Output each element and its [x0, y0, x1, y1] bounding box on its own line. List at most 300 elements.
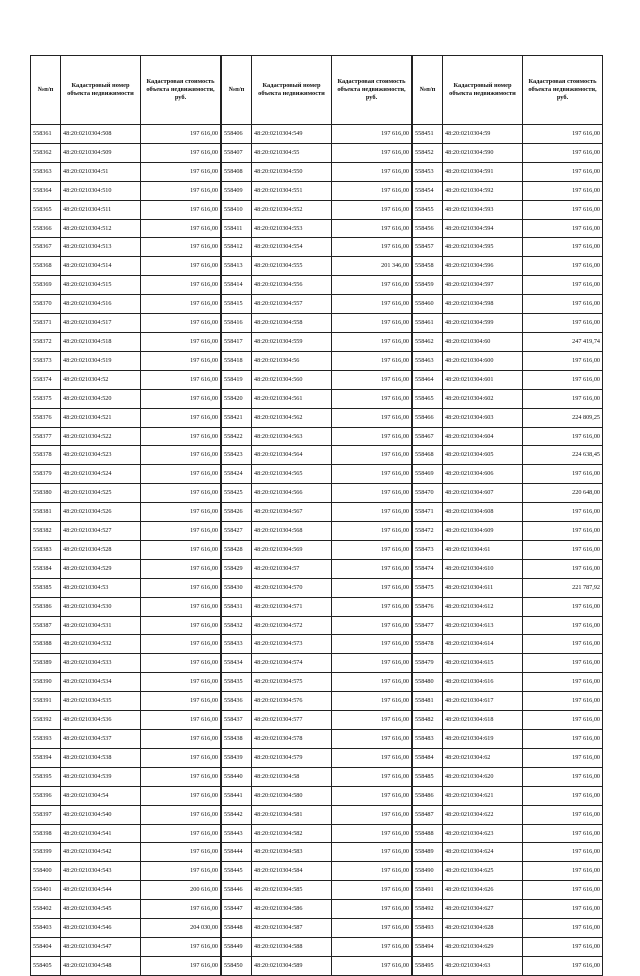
cadastral-value: 197 616,00 [332, 956, 412, 975]
cadastral-value: 197 616,00 [141, 748, 221, 767]
row-number: 558454 [413, 181, 443, 200]
cadastral-number: 48:20:0210304:537 [61, 730, 141, 749]
row-number: 558495 [413, 956, 443, 975]
cadastral-number: 48:20:0210304:584 [252, 862, 332, 881]
cadastral-number: 48:20:0210304:515 [61, 276, 141, 295]
table-row [31, 540, 221, 559]
row-number: 558436 [222, 692, 252, 711]
row-number: 558448 [222, 919, 252, 938]
row-number: 558467 [413, 427, 443, 446]
row-number: 558366 [31, 219, 61, 238]
row-number: 558384 [31, 559, 61, 578]
row-number: 558428 [222, 540, 252, 559]
cadastral-value: 197 616,00 [332, 578, 412, 597]
cadastral-value: 197 616,00 [332, 767, 412, 786]
cadastral-number: 48:20:0210304:589 [252, 956, 332, 975]
cadastral-value: 197 616,00 [523, 503, 603, 522]
row-number: 558392 [31, 711, 61, 730]
table-row [31, 427, 221, 446]
table-row [413, 805, 603, 824]
row-number: 558412 [222, 238, 252, 257]
cadastral-value: 197 616,00 [332, 805, 412, 824]
row-number: 558425 [222, 484, 252, 503]
cadastral-number: 48:20:0210304:609 [443, 522, 523, 541]
cadastral-number: 48:20:0210304:58 [252, 767, 332, 786]
cadastral-number: 48:20:0210304:618 [443, 711, 523, 730]
row-number: 558450 [222, 956, 252, 975]
cadastral-number: 48:20:0210304:625 [443, 862, 523, 881]
row-number: 558398 [31, 824, 61, 843]
cadastral-value: 197 616,00 [141, 522, 221, 541]
cadastral-value: 220 648,00 [523, 484, 603, 503]
table-row [413, 446, 603, 465]
header-cadastral-number: Кадастровый номер объекта недвижимости [252, 56, 332, 125]
row-number: 558410 [222, 200, 252, 219]
cadastral-value: 197 616,00 [523, 200, 603, 219]
cadastral-value: 197 616,00 [523, 427, 603, 446]
cadastral-number: 48:20:0210304:626 [443, 881, 523, 900]
table-row [222, 956, 412, 975]
row-number: 558491 [413, 881, 443, 900]
table-row [31, 446, 221, 465]
cadastral-number: 48:20:0210304:629 [443, 937, 523, 956]
cadastral-number: 48:20:0210304:555 [252, 257, 332, 276]
row-number: 558484 [413, 748, 443, 767]
row-number: 558480 [413, 673, 443, 692]
table-row [222, 370, 412, 389]
cadastral-number: 48:20:0210304:513 [61, 238, 141, 257]
cadastral-number: 48:20:0210304:595 [443, 238, 523, 257]
table-row [222, 559, 412, 578]
table-row [31, 484, 221, 503]
table-row [413, 843, 603, 862]
row-number: 558419 [222, 370, 252, 389]
table-row [31, 900, 221, 919]
cadastral-value: 197 616,00 [141, 125, 221, 144]
table-row [31, 162, 221, 181]
cadastral-number: 48:20:0210304:607 [443, 484, 523, 503]
cadastral-number: 48:20:0210304:582 [252, 824, 332, 843]
row-number: 558492 [413, 900, 443, 919]
table-row [31, 559, 221, 578]
row-number: 558489 [413, 843, 443, 862]
row-number: 558449 [222, 937, 252, 956]
table-row [222, 162, 412, 181]
cadastral-number: 48:20:0210304:558 [252, 314, 332, 333]
row-number: 558462 [413, 332, 443, 351]
cadastral-value: 197 616,00 [332, 389, 412, 408]
cadastral-number: 48:20:0210304:571 [252, 597, 332, 616]
table-row [413, 351, 603, 370]
table-row [31, 522, 221, 541]
row-number: 558493 [413, 919, 443, 938]
cadastral-value: 247 419,74 [523, 332, 603, 351]
table-row [222, 125, 412, 144]
cadastral-value: 197 616,00 [523, 257, 603, 276]
row-number: 558447 [222, 900, 252, 919]
table-row [222, 937, 412, 956]
cadastral-number: 48:20:0210304:541 [61, 824, 141, 843]
cadastral-value: 197 616,00 [332, 484, 412, 503]
table-row [222, 314, 412, 333]
row-number: 558375 [31, 389, 61, 408]
cadastral-number: 48:20:0210304:619 [443, 730, 523, 749]
cadastral-value: 197 616,00 [141, 843, 221, 862]
row-number: 558431 [222, 597, 252, 616]
cadastral-value: 197 616,00 [523, 711, 603, 730]
cadastral-value: 197 616,00 [141, 314, 221, 333]
cadastral-table-1 [30, 55, 221, 976]
cadastral-number: 48:20:0210304:613 [443, 616, 523, 635]
cadastral-value: 197 616,00 [141, 654, 221, 673]
cadastral-value: 197 616,00 [523, 540, 603, 559]
cadastral-number: 48:20:0210304:577 [252, 711, 332, 730]
cadastral-number: 48:20:0210304:519 [61, 351, 141, 370]
table-row [413, 389, 603, 408]
cadastral-value: 197 616,00 [523, 919, 603, 938]
row-number: 558382 [31, 522, 61, 541]
cadastral-number: 48:20:0210304:562 [252, 408, 332, 427]
cadastral-number: 48:20:0210304:587 [252, 919, 332, 938]
cadastral-value: 197 616,00 [141, 200, 221, 219]
cadastral-number: 48:20:0210304:517 [61, 314, 141, 333]
table-row [31, 295, 221, 314]
table-row [413, 200, 603, 219]
cadastral-value: 197 616,00 [141, 465, 221, 484]
table-row [222, 673, 412, 692]
table-row [222, 351, 412, 370]
row-number: 558378 [31, 446, 61, 465]
table-row [222, 332, 412, 351]
cadastral-number: 48:20:0210304:622 [443, 805, 523, 824]
table-row [31, 654, 221, 673]
cadastral-number: 48:20:0210304:573 [252, 635, 332, 654]
cadastral-number: 48:20:0210304:596 [443, 257, 523, 276]
row-number: 558452 [413, 143, 443, 162]
table-row [222, 484, 412, 503]
row-number: 558401 [31, 881, 61, 900]
cadastral-number: 48:20:0210304:529 [61, 559, 141, 578]
cadastral-number: 48:20:0210304:528 [61, 540, 141, 559]
cadastral-number: 48:20:0210304:564 [252, 446, 332, 465]
cadastral-value: 197 616,00 [332, 616, 412, 635]
row-number: 558387 [31, 616, 61, 635]
table-row [222, 786, 412, 805]
cadastral-value: 197 616,00 [141, 597, 221, 616]
table-row [413, 540, 603, 559]
cadastral-value: 197 616,00 [332, 635, 412, 654]
cadastral-number: 48:20:0210304:586 [252, 900, 332, 919]
table-row [31, 673, 221, 692]
cadastral-value: 197 616,00 [332, 295, 412, 314]
cadastral-value: 197 616,00 [141, 408, 221, 427]
cadastral-value: 201 346,00 [332, 257, 412, 276]
row-number: 558397 [31, 805, 61, 824]
row-number: 558404 [31, 937, 61, 956]
row-number: 558429 [222, 559, 252, 578]
cadastral-number: 48:20:0210304:62 [443, 748, 523, 767]
table-row [222, 503, 412, 522]
cadastral-number: 48:20:0210304:524 [61, 465, 141, 484]
table-row [222, 881, 412, 900]
table-row [31, 956, 221, 975]
table-row [222, 692, 412, 711]
cadastral-number: 48:20:0210304:522 [61, 427, 141, 446]
table-row [222, 711, 412, 730]
cadastral-value: 197 616,00 [523, 559, 603, 578]
cadastral-value: 197 616,00 [332, 351, 412, 370]
cadastral-value: 197 616,00 [141, 181, 221, 200]
table-row [222, 900, 412, 919]
row-number: 558459 [413, 276, 443, 295]
cadastral-value: 197 616,00 [523, 843, 603, 862]
table-row [31, 351, 221, 370]
cadastral-number: 48:20:0210304:510 [61, 181, 141, 200]
cadastral-value: 197 616,00 [332, 654, 412, 673]
row-number: 558478 [413, 635, 443, 654]
row-number: 558376 [31, 408, 61, 427]
table-row [413, 635, 603, 654]
table-row [31, 862, 221, 881]
row-number: 558365 [31, 200, 61, 219]
cadastral-value: 197 616,00 [141, 711, 221, 730]
cadastral-value: 197 616,00 [523, 824, 603, 843]
cadastral-number: 48:20:0210304:591 [443, 162, 523, 181]
row-number: 558367 [31, 238, 61, 257]
table-row [31, 578, 221, 597]
cadastral-number: 48:20:0210304:561 [252, 389, 332, 408]
cadastral-value: 197 616,00 [332, 143, 412, 162]
row-number: 558445 [222, 862, 252, 881]
cadastral-value: 197 616,00 [332, 843, 412, 862]
cadastral-value: 197 616,00 [332, 162, 412, 181]
cadastral-value: 197 616,00 [332, 503, 412, 522]
row-number: 558475 [413, 578, 443, 597]
cadastral-value: 197 616,00 [523, 635, 603, 654]
row-number: 558369 [31, 276, 61, 295]
cadastral-value: 197 616,00 [332, 219, 412, 238]
cadastral-value: 197 616,00 [332, 824, 412, 843]
row-number: 558420 [222, 389, 252, 408]
cadastral-number: 48:20:0210304:553 [252, 219, 332, 238]
cadastral-number: 48:20:0210304:583 [252, 843, 332, 862]
row-number: 558416 [222, 314, 252, 333]
cadastral-number: 48:20:0210304:578 [252, 730, 332, 749]
row-number: 558403 [31, 919, 61, 938]
cadastral-number: 48:20:0210304:61 [443, 540, 523, 559]
cadastral-value: 224 638,45 [523, 446, 603, 465]
cadastral-number: 48:20:0210304:576 [252, 692, 332, 711]
cadastral-value: 197 616,00 [523, 956, 603, 975]
header-number: №п/п [413, 56, 443, 125]
cadastral-number: 48:20:0210304:612 [443, 597, 523, 616]
cadastral-value: 197 616,00 [141, 389, 221, 408]
row-number: 558391 [31, 692, 61, 711]
table-row [413, 465, 603, 484]
header-cadastral-number: Кадастровый номер объекта недвижимости [443, 56, 523, 125]
table-row [222, 200, 412, 219]
cadastral-value: 197 616,00 [141, 484, 221, 503]
cadastral-value: 197 616,00 [141, 332, 221, 351]
table-row [31, 465, 221, 484]
cadastral-value: 197 616,00 [523, 748, 603, 767]
table-row [413, 295, 603, 314]
cadastral-number: 48:20:0210304:608 [443, 503, 523, 522]
cadastral-number: 48:20:0210304:530 [61, 597, 141, 616]
table-row [413, 559, 603, 578]
row-number: 558438 [222, 730, 252, 749]
table-row [31, 125, 221, 144]
cadastral-value: 197 616,00 [141, 900, 221, 919]
cadastral-number: 48:20:0210304:616 [443, 673, 523, 692]
table-row [31, 219, 221, 238]
cadastral-value: 197 616,00 [141, 673, 221, 692]
cadastral-value: 197 616,00 [141, 143, 221, 162]
table-row [413, 673, 603, 692]
table-row [413, 824, 603, 843]
table-row [31, 635, 221, 654]
table-row [222, 843, 412, 862]
row-number: 558421 [222, 408, 252, 427]
row-number: 558417 [222, 332, 252, 351]
table-row [222, 805, 412, 824]
cadastral-value: 197 616,00 [141, 427, 221, 446]
row-number: 558465 [413, 389, 443, 408]
cadastral-number: 48:20:0210304:536 [61, 711, 141, 730]
cadastral-number: 48:20:0210304:551 [252, 181, 332, 200]
row-number: 558399 [31, 843, 61, 862]
cadastral-value: 197 616,00 [141, 616, 221, 635]
cadastral-value: 197 616,00 [332, 276, 412, 295]
table-row [222, 540, 412, 559]
row-number: 558432 [222, 616, 252, 635]
cadastral-number: 48:20:0210304:516 [61, 295, 141, 314]
cadastral-number: 48:20:0210304:593 [443, 200, 523, 219]
cadastral-number: 48:20:0210304:559 [252, 332, 332, 351]
cadastral-value: 197 616,00 [523, 673, 603, 692]
row-number: 558368 [31, 257, 61, 276]
cadastral-number: 48:20:0210304:574 [252, 654, 332, 673]
cadastral-number: 48:20:0210304:543 [61, 862, 141, 881]
cadastral-value: 197 616,00 [332, 711, 412, 730]
table-row [413, 257, 603, 276]
row-number: 558385 [31, 578, 61, 597]
table-row [413, 484, 603, 503]
row-number: 558373 [31, 351, 61, 370]
cadastral-number: 48:20:0210304:579 [252, 748, 332, 767]
table-row [31, 616, 221, 635]
cadastral-number: 48:20:0210304:568 [252, 522, 332, 541]
cadastral-value: 197 616,00 [332, 597, 412, 616]
cadastral-number: 48:20:0210304:592 [443, 181, 523, 200]
row-number: 558383 [31, 540, 61, 559]
cadastral-value: 197 616,00 [523, 881, 603, 900]
cadastral-number: 48:20:0210304:554 [252, 238, 332, 257]
cadastral-value: 197 616,00 [523, 465, 603, 484]
cadastral-value: 197 616,00 [141, 786, 221, 805]
table-row [222, 522, 412, 541]
table-row [413, 162, 603, 181]
row-number: 558426 [222, 503, 252, 522]
row-number: 558485 [413, 767, 443, 786]
table-row [31, 238, 221, 257]
table-row [413, 181, 603, 200]
cadastral-value: 197 616,00 [523, 937, 603, 956]
cadastral-value: 197 616,00 [523, 786, 603, 805]
table-row [31, 843, 221, 862]
table-row [413, 408, 603, 427]
table-row [413, 730, 603, 749]
cadastral-number: 48:20:0210304:550 [252, 162, 332, 181]
row-number: 558471 [413, 503, 443, 522]
cadastral-number: 48:20:0210304:599 [443, 314, 523, 333]
table-row [31, 200, 221, 219]
cadastral-value: 197 616,00 [523, 162, 603, 181]
row-number: 558479 [413, 654, 443, 673]
table-row [31, 824, 221, 843]
cadastral-value: 197 616,00 [523, 351, 603, 370]
cadastral-value: 204 030,00 [141, 919, 221, 938]
table-row [31, 314, 221, 333]
row-number: 558422 [222, 427, 252, 446]
cadastral-number: 48:20:0210304:52 [61, 370, 141, 389]
row-number: 558408 [222, 162, 252, 181]
table-row [222, 597, 412, 616]
cadastral-number: 48:20:0210304:560 [252, 370, 332, 389]
cadastral-value: 197 616,00 [523, 654, 603, 673]
row-number: 558427 [222, 522, 252, 541]
cadastral-value: 197 616,00 [523, 219, 603, 238]
cadastral-number: 48:20:0210304:556 [252, 276, 332, 295]
cadastral-number: 48:20:0210304:606 [443, 465, 523, 484]
table-row [31, 332, 221, 351]
cadastral-value: 197 616,00 [141, 824, 221, 843]
header-cadastral-value: Кадастровая стоимость объекта недвижимости, руб. [141, 56, 221, 125]
table-row [222, 824, 412, 843]
cadastral-number: 48:20:0210304:57 [252, 559, 332, 578]
table-row [31, 692, 221, 711]
cadastral-number: 48:20:0210304:512 [61, 219, 141, 238]
cadastral-number: 48:20:0210304:523 [61, 446, 141, 465]
cadastral-value: 197 616,00 [141, 351, 221, 370]
cadastral-number: 48:20:0210304:601 [443, 370, 523, 389]
cadastral-value: 197 616,00 [332, 748, 412, 767]
cadastral-number: 48:20:0210304:545 [61, 900, 141, 919]
cadastral-number: 48:20:0210304:539 [61, 767, 141, 786]
table-row [413, 522, 603, 541]
cadastral-number: 48:20:0210304:565 [252, 465, 332, 484]
table-row [413, 692, 603, 711]
table-row [222, 919, 412, 938]
row-number: 558381 [31, 503, 61, 522]
table-row [31, 805, 221, 824]
cadastral-value: 197 616,00 [523, 276, 603, 295]
table-row [222, 181, 412, 200]
table-row [222, 389, 412, 408]
cadastral-value: 197 616,00 [523, 143, 603, 162]
row-number: 558434 [222, 654, 252, 673]
cadastral-value: 197 616,00 [523, 125, 603, 144]
cadastral-number: 48:20:0210304:549 [252, 125, 332, 144]
row-number: 558446 [222, 881, 252, 900]
cadastral-number: 48:20:0210304:527 [61, 522, 141, 541]
cadastral-number: 48:20:0210304:509 [61, 143, 141, 162]
table-row [413, 937, 603, 956]
table-row [222, 295, 412, 314]
cadastral-value: 197 616,00 [141, 559, 221, 578]
row-number: 558389 [31, 654, 61, 673]
cadastral-value: 197 616,00 [141, 956, 221, 975]
